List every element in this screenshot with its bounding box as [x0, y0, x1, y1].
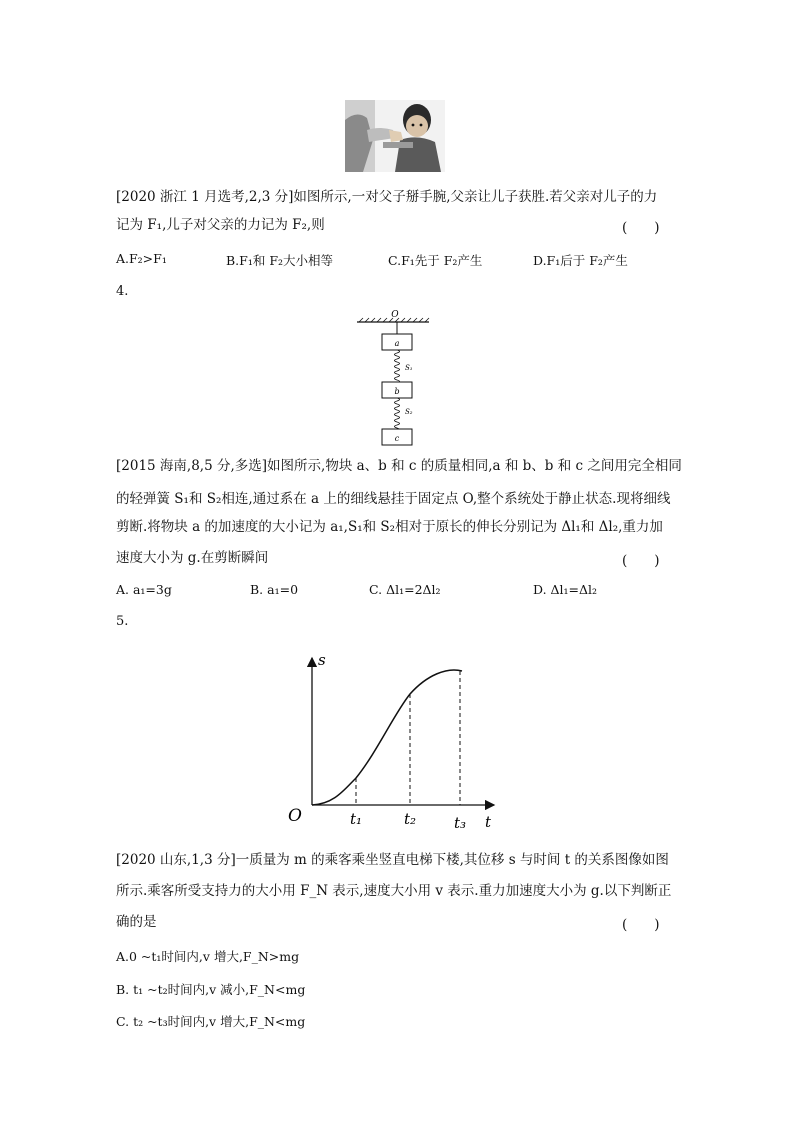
- arm-wrestling-photo: [345, 100, 445, 172]
- q5-stem-line1: [2020 山东,1,3 分]一质量为 m 的乘客乘坐竖直电梯下楼,其位移 s 与时间 t 的关系图像如图: [116, 852, 669, 868]
- q3-stem-line1: [2020 浙江 1 月选考,2,3 分]如图所示,一对父子掰手腕,父亲让儿子获胜.若父亲对儿子的力: [116, 189, 658, 205]
- tick-label-t3: t₃: [454, 814, 467, 832]
- q3-option-a: A.F₂>F₁: [116, 251, 167, 266]
- q5-stem-line2: 所示.乘客所受支持力的大小用 F_N 表示,速度大小用 v 表示.重力加速度大小为 g.以下判断正: [116, 883, 672, 899]
- q4-stem-line1: [2015 海南,8,5 分,多选]如图所示,物块 a、b 和 c 的质量相同,a 和 b、b 和 c 之间用完全相同: [116, 458, 682, 474]
- spring-s2: [395, 398, 400, 431]
- spring-s1: [395, 350, 400, 386]
- q4-stem-line4: 速度大小为 g.在剪断瞬间: [116, 550, 269, 566]
- spring-s2-label: S₂: [405, 408, 413, 416]
- s-t-curve: [312, 670, 462, 805]
- q4-option-a: A. a₁=3g: [116, 582, 172, 597]
- q3-option-b: B.F₁和 F₂大小相等: [226, 253, 334, 268]
- q3-option-c: C.F₁先于 F₂产生: [388, 253, 483, 268]
- q4-stem-line2: 的轻弹簧 S₁和 S₂相连,通过系在 a 上的细线悬挂于固定点 O,整个系统处于静止状态.现将细线: [116, 491, 671, 507]
- tick-label-t1: t₁: [350, 810, 363, 828]
- s-axis-label: s: [318, 651, 326, 669]
- origin-label: O: [288, 806, 302, 826]
- block-b-label: b: [394, 387, 400, 396]
- point-o-label: O: [391, 310, 399, 320]
- block-a-label: a: [394, 339, 400, 348]
- q5-option-a: A.0 ~t₁时间内,v 增大,F_N>mg: [116, 949, 300, 964]
- q4-stem-line3: 剪断.将物块 a 的加速度的大小记为 a₁,S₁和 S₂相对于原长的伸长分别记为 Δl₁和 Δl₂,重力加: [116, 519, 663, 535]
- tick-label-t2: t₂: [404, 810, 417, 828]
- q5-answer-paren: ( ): [622, 917, 660, 933]
- q3-stem-line2: 记为 F₁,儿子对父亲的力记为 F₂,则: [116, 217, 325, 233]
- q3-answer-paren: ( ): [622, 220, 660, 236]
- q5-number: 5.: [116, 614, 129, 629]
- q4-answer-paren: ( ): [622, 553, 660, 569]
- spring-s1-label: S₁: [405, 364, 413, 372]
- s-t-graph: [282, 648, 502, 832]
- q3-option-d: D.F₁后于 F₂产生: [533, 253, 628, 268]
- q5-stem-line3: 确的是: [116, 914, 157, 930]
- spring-blocks-figure: [355, 308, 435, 448]
- t-axis-label: t: [485, 813, 492, 831]
- block-c-label: c: [394, 434, 400, 443]
- q5-option-c: C. t₂ ~t₃时间内,v 增大,F_N<mg: [116, 1014, 306, 1029]
- q4-option-d: D. Δl₁=Δl₂: [533, 582, 598, 597]
- q4-option-c: C. Δl₁=2Δl₂: [369, 582, 441, 597]
- q4-option-b: B. a₁=0: [250, 582, 299, 597]
- q5-option-b: B. t₁ ~t₂时间内,v 减小,F_N<mg: [116, 982, 306, 997]
- q4-number: 4.: [116, 284, 129, 299]
